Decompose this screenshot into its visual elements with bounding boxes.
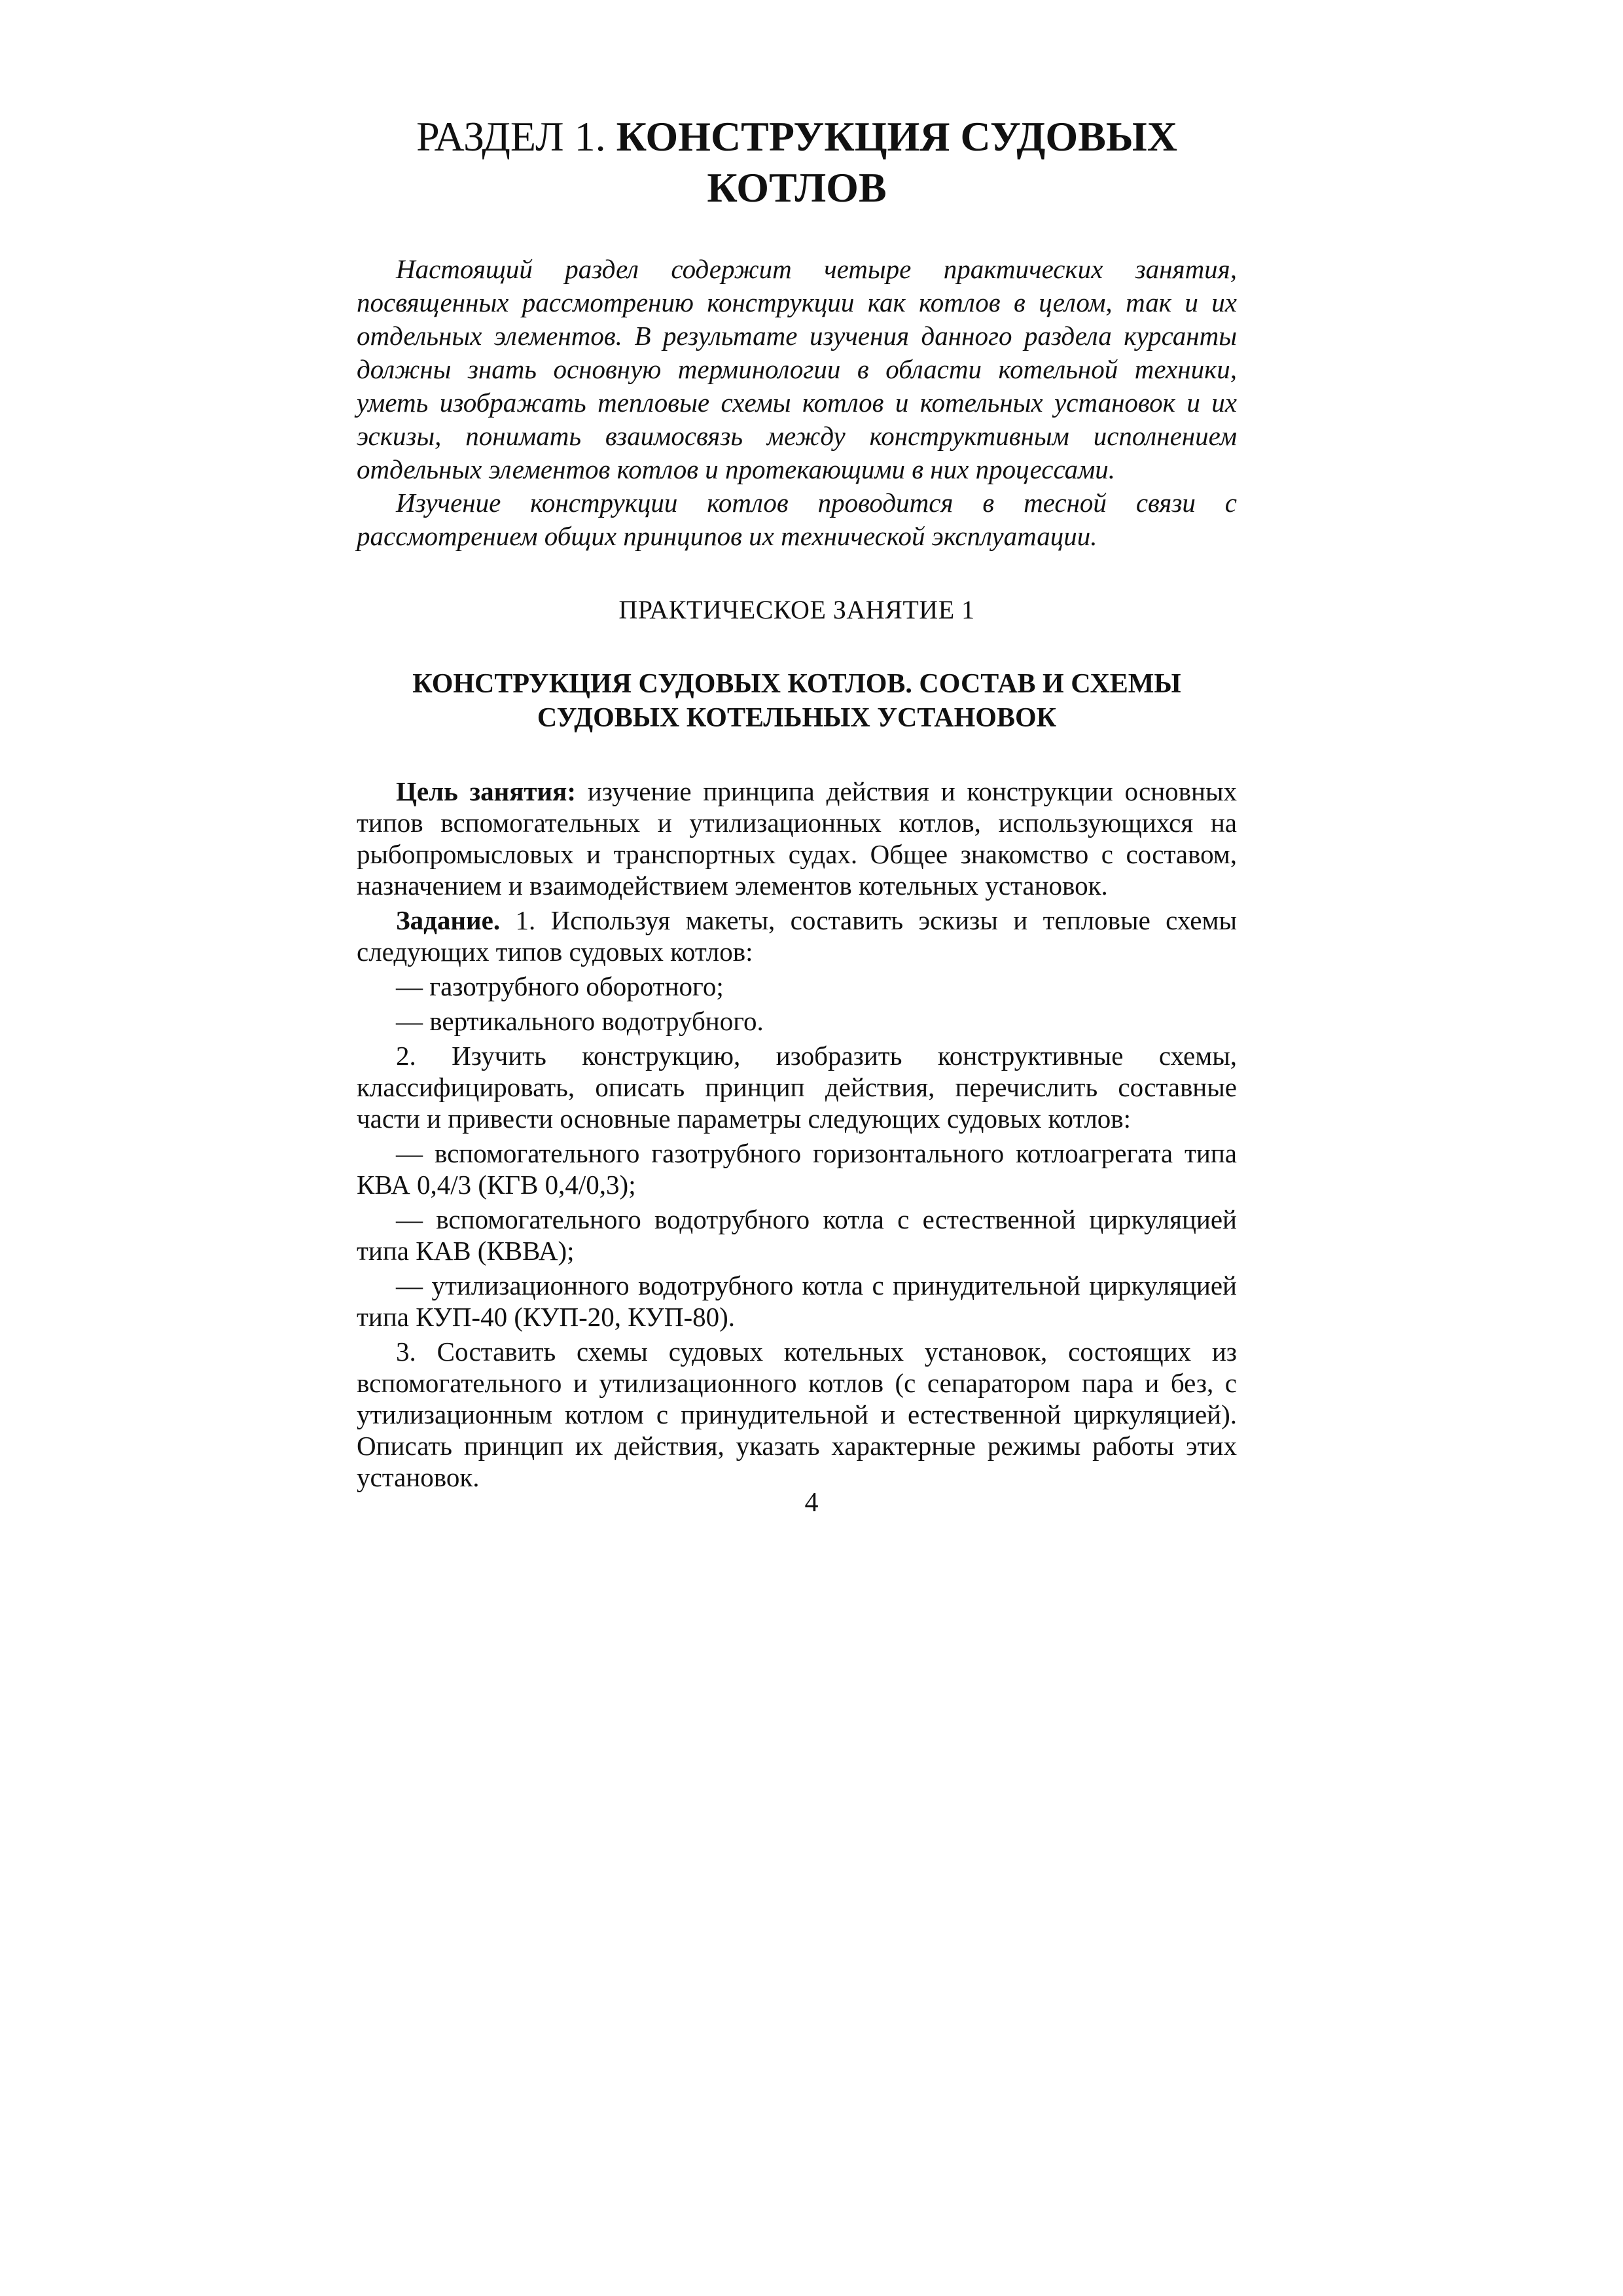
lesson-title	[357, 667, 1237, 735]
section-prefix: РАЗДЕЛ 1.	[416, 113, 606, 160]
task-label: Задание.	[396, 905, 501, 935]
section-title-bold-line1: КОНСТРУКЦИЯ СУДОВЫХ	[616, 113, 1177, 160]
task1-text: 1. Используя макеты, составить эскизы и тепловые схемы следующих типов судовых котлов:	[357, 905, 1237, 967]
task2-item-3: — утилизационного водотрубного котла с принудительной циркуляцией типа КУП-40 (КУП-20, КУП-80).	[357, 1270, 1237, 1332]
intro-paragraph-2: Изучение конструкции котлов проводится в тесной связи с рассмотрением общих принципов их технической эксплуатации.	[357, 488, 1237, 551]
task1-paragraph	[357, 905, 1237, 967]
section-title-bold-line2: КОТЛОВ	[707, 164, 887, 211]
task1-item-2: — вертикального водотрубного.	[396, 1006, 764, 1036]
lesson-body	[357, 776, 1237, 1493]
task3-paragraph: 3. Составить схемы судовых котельных установок, состоящих из вспомогательного и утилизационного котлов (с сепаратором пара и без, с утилизационным котлом с принудительной и естественной циркуляцией). Описать принцип их действия, указать характерные режимы работы этих установок.	[357, 1336, 1237, 1492]
task2-paragraph: 2. Изучить конструкцию, изобразить конструктивные схемы, классифицировать, описать принцип действия, перечислить составные части и привести основные параметры следующих судовых котлов:	[357, 1041, 1237, 1134]
goal-text: изучение принципа действия и конструкции основных типов вспомогательных и утилизационных котлов, использующихся на рыбопромысловых и транспортных судах. Общее знакомство с составом, назначением и взаимодействием элементов котельных установок.	[357, 776, 1237, 901]
lesson-number: ПРАКТИЧЕСКОЕ ЗАНЯТИЕ 1	[618, 595, 975, 624]
goal-paragraph	[357, 776, 1237, 901]
intro-paragraph-1: Настоящий раздел содержит четыре практических занятия, посвященных рассмотрению конструкции как котлов в целом, так и их отдельных элементов. В результате изучения данного раздела курсанты должны знать основную терминологии в области котельной техники, уметь изображать тепловые схемы котлов и котельных установок и их эскизы, понимать взаимосвязь между конструктивным исполнением отдельных элементов котлов и протекающими в них процессами.	[357, 254, 1237, 484]
page-content	[357, 111, 1237, 1496]
section-title	[357, 111, 1237, 213]
page-number: 4	[804, 1488, 819, 1518]
task2-item-2: — вспомогательного водотрубного котла с естественной циркуляцией типа КАВ (КВВА);	[357, 1204, 1237, 1266]
section-intro	[357, 253, 1237, 553]
task1-item-1: — газотрубного оборотного;	[396, 971, 724, 1001]
lesson-title-line2: СУДОВЫХ КОТЕЛЬНЫХ УСТАНОВОК	[537, 703, 1057, 733]
task2-item-1: — вспомогательного газотрубного горизонтального котлоагрегата типа КВА 0,4/3 (КГВ 0,4/0,3);	[357, 1138, 1237, 1200]
goal-label: Цель занятия:	[396, 776, 577, 806]
lesson-title-line1: КОНСТРУКЦИЯ СУДОВЫХ КОТЛОВ. СОСТАВ И СХЕМЫ	[412, 669, 1181, 699]
